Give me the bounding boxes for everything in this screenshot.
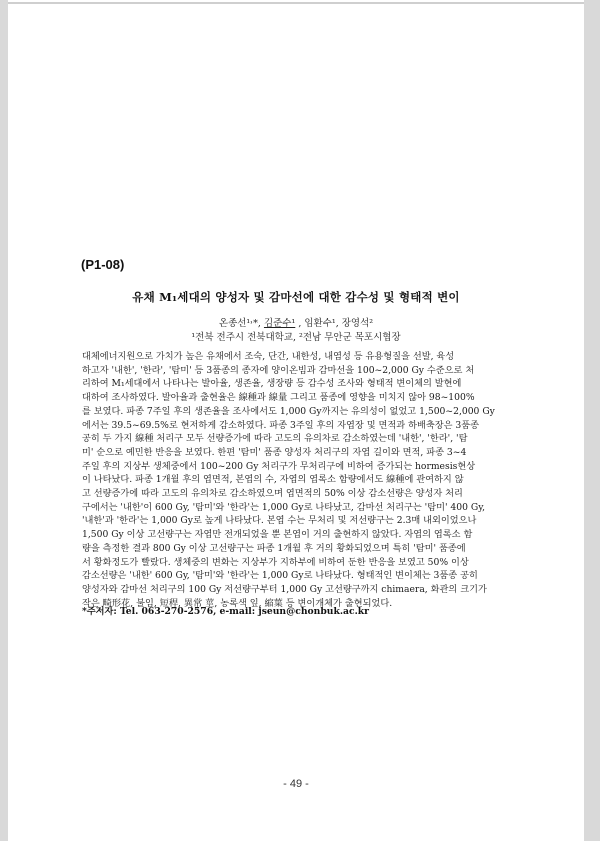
corresponding-author-contact: *주저자: Tel. 063-270-2576, e-mail: jseun@chonbuk.ac.kr [82,606,369,617]
paper-page [8,0,584,841]
abstract-line: '내한'과 '한라'는 1,000 Gy로 높게 나타났다. 본엽 수는 무처리 및 저선량구는 2.3매 내외이었으나 [82,515,477,527]
abstract-line: 를 보였다. 파종 7주일 후의 생존율을 조사에서도 1,000 Gy까지는 유의성이 없었고 1,500~2,000 Gy [82,405,495,417]
author-1: 온종선¹˒*, [218,318,264,329]
abstract-line: 하고자 '내한', '한라', '탐미' 등 3품종의 종자에 양이온빔과 감마선을 100~2,000 Gy 수준으로 처 [82,364,475,376]
abstract-line: 이 나타났다. 파종 1개월 후의 엽면적, 본엽의 수, 자엽의 엽록소 함량에서도 線種에 관여하지 않 [82,474,464,486]
abstract-line: 구에서는 '내한'이 600 Gy, '탐미'와 '한라'는 1,000 Gy로 나타났고, 감마선 처리구는 '탐미' 400 Gy, [82,501,486,513]
poster-code: (P1-08) [81,257,125,272]
author-rest: , 임환수¹, 장영석² [295,318,374,329]
author-2-presenter: 김준수¹ [263,318,296,329]
affiliation: ¹전북 전주시 전북대학교, ²전남 무안군 목포시협장 [191,332,401,343]
abstract-line: 에서는 39.5~69.5%로 현저하게 감소하였다. 파종 3주일 후의 자엽장 및 면적과 하배축장은 3품종 [82,419,479,431]
abstract-line: 작은 畸形花, 불임, 短稈, 異常 莖, 농록색 잎, 縮葉 등 변이개체가 출현되었다. [82,597,393,609]
abstract-line: 1,500 Gy 이상 고선량구는 자엽만 전개되었을 뿐 본엽이 거의 출현하지 않았다. 자엽의 엽록소 함 [82,529,473,541]
abstract-line: 공히 두 가지 線種 처리구 모두 선량증가에 따라 고도의 유의차로 감소하였는데 '내한', '한라', '탐 [82,433,468,445]
abstract-body [82,350,526,610]
abstract-line: 감소선량은 '내한' 600 Gy, '탐미'와 '한라'는 1,000 Gy로 나타났다. 형태적인 변이체는 3품종 공히 [82,570,478,582]
abstract-line: 미' 순으로 예민한 반응을 보였다. 한편 '탐미' 품종 양성자 처리구의 자엽 길이와 면적, 파종 3~4 [82,446,467,458]
abstract-line: 대하여 조사하였다. 발아율과 출현율은 線種과 線量 그리고 품종에 영향을 미치지 않아 98~100% [82,392,475,404]
page-number: - 49 - [283,778,309,790]
abstract-line: 대체에너지원으로 가치가 높은 유채에서 조숙, 단간, 내한성, 내염성 등 유용형질을 선발, 육성 [82,351,455,362]
top-edge-line [8,2,584,4]
abstract-line: 서 황화정도가 빨랐다. 생체중의 변화는 지상부가 지하부에 비하여 둔한 반응을 보였고 50% 이상 [82,556,469,568]
abstract-line: 양성자와 감마선 처리구의 100 Gy 저선량구부터 1,000 Gy 고선량구까지 chimaera, 화관의 크기가 [82,583,487,595]
abstract-line: 리하여 M₁세대에서 나타나는 발아율, 생존율, 생장량 등 감수성 조사와 형태적 변이체의 발현에 [82,378,462,390]
abstract-line: 고 선량증가에 따라 고도의 유의차로 감소하였으며 엽면적의 50% 이상 감소선량은 양성자 처리 [82,488,463,500]
author-list [8,315,584,329]
abstract-line: 주일 후의 지상부 생체중에서 100~200 Gy 처리구가 무처리구에 비하여 증가되는 hormesis현상 [82,460,476,472]
abstract-line: 량을 측정한 결과 800 Gy 이상 고선량구는 파종 1개월 후 거의 황화되었으며 특히 '탐미' 품종에 [82,542,466,554]
paper-title: 유채 M₁세대의 양성자 및 감마선에 대한 감수성 및 형태적 변이 [132,290,460,304]
